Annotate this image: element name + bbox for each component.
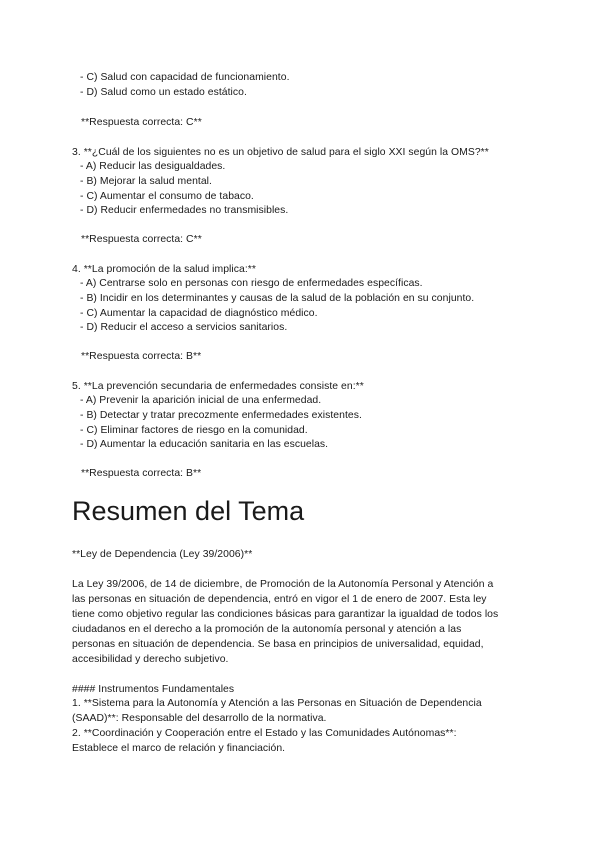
instrument-line: Establece el marco de relación y financiación.	[72, 743, 286, 754]
option-b: - B) Mejorar la salud mental.	[80, 176, 212, 187]
paragraph-line: tiene como objetivo regular las condiciones básicas para garantizar la igualdad de todos los	[72, 609, 499, 620]
instrument-line: 1. **Sistema para la Autonomía y Atención a las Personas en Situación de Dependencia	[72, 698, 482, 709]
instrument-line: (SAAD)**: Responsable del desarrollo de la normativa.	[72, 713, 327, 724]
option-d: - D) Reducir enfermedades no transmisibles.	[80, 205, 289, 216]
paragraph-line: ciudadanos en el derecho a la promoción de la autonomía personal y atención a las	[72, 624, 462, 635]
paragraph-line: personas en situación de dependencia. Se basa en principios de universalidad, equidad,	[72, 639, 484, 650]
option-c: - C) Aumentar el consumo de tabaco.	[80, 191, 254, 202]
option-a: - A) Reducir las desigualdades.	[80, 161, 226, 172]
law-heading: **Ley de Dependencia (Ley 39/2006)**	[72, 549, 253, 560]
option-d: - D) Reducir el acceso a servicios sanitarios.	[80, 322, 288, 333]
option-d: - D) Salud como un estado estático.	[80, 87, 247, 98]
paragraph-line: La Ley 39/2006, de 14 de diciembre, de Promoción de la Autonomía Personal y Atención a	[72, 579, 494, 590]
option-c: - C) Salud con capacidad de funcionamiento.	[80, 72, 290, 83]
option-d: - D) Aumentar la educación sanitaria en las escuelas.	[80, 439, 329, 450]
option-a: - A) Prevenir la aparición inicial de una enfermedad.	[80, 395, 322, 406]
question-4: 4. **La promoción de la salud implica:**	[72, 264, 256, 275]
question-5: 5. **La prevención secundaria de enfermedades consiste en:**	[72, 381, 364, 392]
instruments-heading: #### Instrumentos Fundamentales	[72, 684, 235, 695]
paragraph-line: las personas en situación de dependencia, entró en vigor el 1 de enero de 2007. Esta ley	[72, 594, 487, 605]
correct-answer: **Respuesta correcta: C**	[81, 234, 202, 245]
correct-answer: **Respuesta correcta: C**	[81, 117, 202, 128]
option-b: - B) Incidir en los determinantes y causas de la salud de la población en su conjunto.	[80, 293, 475, 304]
option-b: - B) Detectar y tratar precozmente enfermedades existentes.	[80, 410, 362, 421]
option-c: - C) Aumentar la capacidad de diagnóstico médico.	[80, 308, 318, 319]
option-c: - C) Eliminar factores de riesgo en la comunidad.	[80, 425, 308, 436]
paragraph-line: accesibilidad y derecho subjetivo.	[72, 654, 229, 665]
section-title: Resumen del Tema	[72, 496, 305, 526]
instrument-line: 2. **Coordinación y Cooperación entre el Estado y las Comunidades Autónomas**:	[72, 728, 457, 739]
option-a: - A) Centrarse solo en personas con riesgo de enfermedades específicas.	[80, 278, 423, 289]
correct-answer: **Respuesta correcta: B**	[81, 351, 202, 362]
question-3: 3. **¿Cuál de los siguientes no es un objetivo de salud para el siglo XXI según la OMS?**	[72, 147, 489, 158]
correct-answer: **Respuesta correcta: B**	[81, 468, 202, 479]
